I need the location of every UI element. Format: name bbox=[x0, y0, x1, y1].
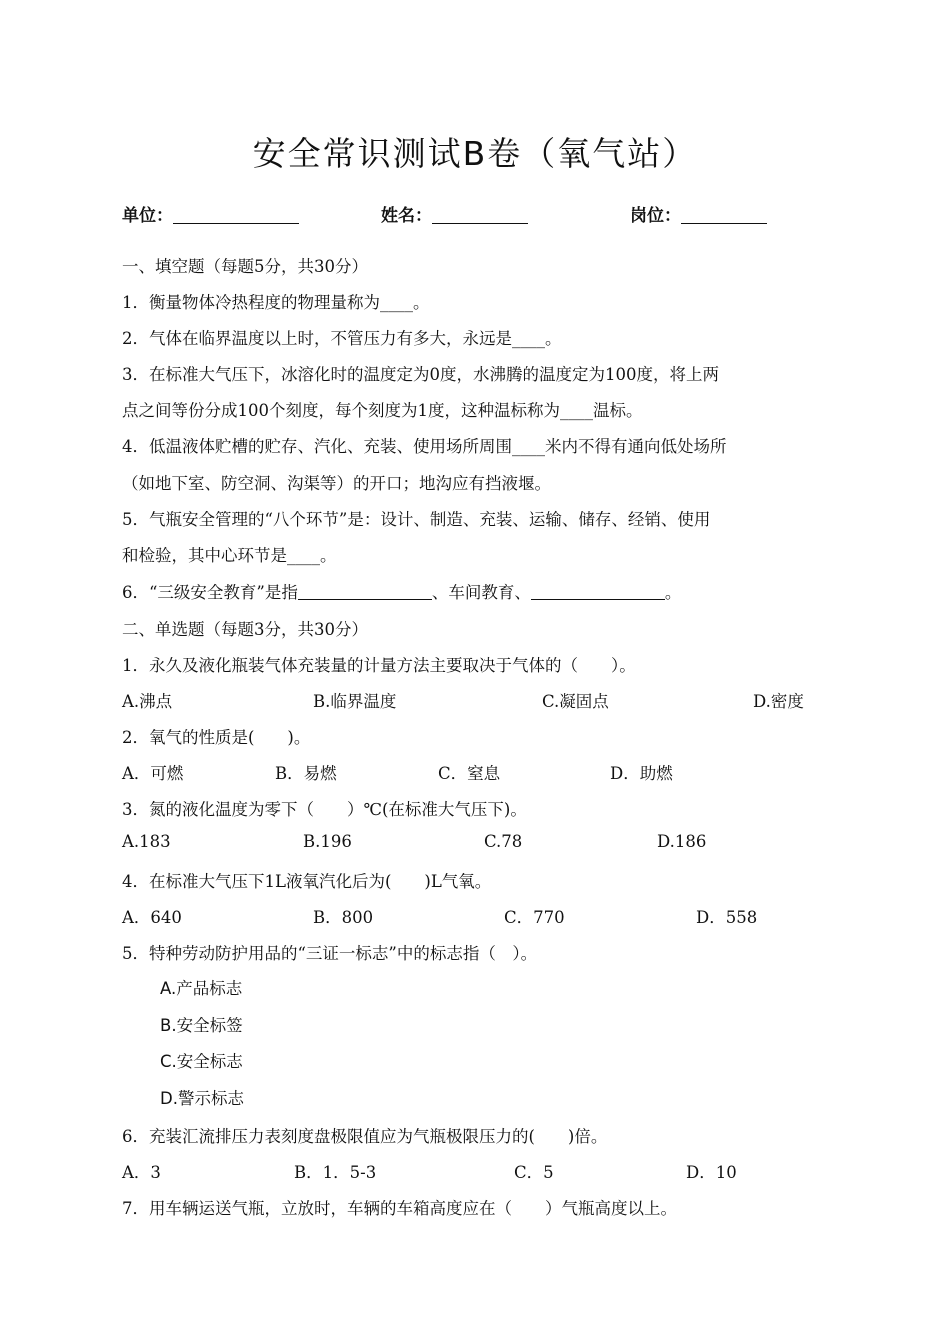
q5-option-c[interactable] bbox=[160, 1048, 243, 1072]
q5-option-c-text: 安全标志 bbox=[176, 1052, 243, 1071]
page-title: 安全常识测试B卷（氧气站） bbox=[252, 134, 698, 173]
choice-question-1: 1．永久及液化瓶装气体充装量的计量方法主要取决于气体的（ ）。 bbox=[122, 656, 636, 675]
unit-field bbox=[122, 201, 299, 226]
fill-question-5-line2: 和检验，其中心环节是____。 bbox=[122, 546, 337, 565]
fill-question-3-line2: 点之间等份分成100个刻度，每个刻度为1度，这种温标称为____温标。 bbox=[122, 401, 643, 420]
name-label: 姓名： bbox=[381, 206, 432, 226]
q5-option-a-text: 产品标志 bbox=[176, 979, 243, 998]
q5-option-d[interactable] bbox=[160, 1085, 244, 1109]
fill-question-6-text-c: 。 bbox=[664, 583, 682, 602]
section1-heading: 一、填空题（每题5分，共30分） bbox=[122, 257, 368, 276]
q6-option-d[interactable]: D．10 bbox=[686, 1163, 737, 1182]
q3-option-a[interactable]: A.183 bbox=[122, 832, 171, 851]
fill-question-2: 2．气体在临界温度以上时，不管压力有多大，永远是____。 bbox=[122, 329, 562, 348]
q1-option-c[interactable]: C.凝固点 bbox=[542, 692, 609, 711]
q4-option-b[interactable]: B．800 bbox=[313, 908, 374, 927]
choice-question-6: 6．充装汇流排压力表刻度盘极限值应为气瓶极限压力的( )倍。 bbox=[122, 1127, 608, 1146]
fill-question-3-line1: 3．在标准大气压下，冰溶化时的温度定为0度，水沸腾的温度定为100度，将上两 bbox=[122, 365, 719, 384]
q2-option-a[interactable]: A．可燃 bbox=[122, 764, 184, 783]
unit-label: 单位： bbox=[122, 206, 173, 226]
q5-option-d-key: D. bbox=[160, 1089, 178, 1108]
q6-option-a[interactable]: A．3 bbox=[122, 1163, 161, 1182]
choice-question-5: 5．特种劳动防护用品的“三证一标志”中的标志指（ ）。 bbox=[122, 944, 538, 963]
fill-question-5-line1: 5．气瓶安全管理的“八个环节”是：设计、制造、充装、运输、储存、经销、使用 bbox=[122, 510, 711, 529]
q4-option-a[interactable]: A．640 bbox=[122, 908, 182, 927]
choice-question-3: 3．氮的液化温度为零下（ ）℃(在标准大气压下)。 bbox=[122, 800, 527, 819]
post-label: 岗位： bbox=[630, 206, 681, 226]
choice-question-2: 2．氧气的性质是( )。 bbox=[122, 728, 311, 747]
fill-question-6-text-b: 、车间教育、 bbox=[431, 583, 531, 602]
fill-question-6-blank-2[interactable] bbox=[531, 583, 665, 600]
q3-option-b[interactable]: B.196 bbox=[303, 832, 352, 851]
q6-option-c[interactable]: C．5 bbox=[514, 1163, 554, 1182]
fill-question-4-line1: 4．低温液体贮槽的贮存、汽化、充装、使用场所周围____米内不得有通向低处场所 bbox=[122, 437, 727, 456]
q5-option-a[interactable] bbox=[160, 975, 242, 999]
q3-option-d[interactable]: D.186 bbox=[657, 832, 707, 851]
unit-blank[interactable] bbox=[173, 205, 299, 224]
fill-question-4-line2: （如地下室、防空洞、沟渠等）的开口；地沟应有挡液堰。 bbox=[122, 474, 551, 493]
q2-option-d[interactable]: D．助燃 bbox=[610, 764, 673, 783]
q4-option-d[interactable]: D．558 bbox=[696, 908, 758, 927]
q2-option-c[interactable]: C．窒息 bbox=[438, 764, 501, 783]
name-blank[interactable] bbox=[432, 205, 528, 224]
q6-option-b[interactable]: B．1．5-3 bbox=[294, 1163, 377, 1182]
q3-option-c[interactable]: C.78 bbox=[484, 832, 523, 851]
choice-question-7: 7．用车辆运送气瓶，立放时，车辆的车箱高度应在（ ）气瓶高度以上。 bbox=[122, 1199, 677, 1218]
choice-question-4: 4．在标准大气压下1L液氧汽化后为( )L气氧。 bbox=[122, 872, 492, 891]
q4-option-c[interactable]: C．770 bbox=[504, 908, 565, 927]
q5-option-d-text: 警示标志 bbox=[177, 1089, 244, 1108]
post-field bbox=[630, 201, 767, 226]
q1-option-b[interactable]: B.临界温度 bbox=[313, 692, 397, 711]
q2-option-b[interactable]: B．易燃 bbox=[275, 764, 337, 783]
fill-question-6 bbox=[122, 579, 681, 603]
post-blank[interactable] bbox=[681, 205, 767, 224]
q1-option-a[interactable]: A.沸点 bbox=[122, 692, 173, 711]
name-field bbox=[381, 201, 528, 226]
fill-question-1: 1．衡量物体冷热程度的物理量称为____。 bbox=[122, 293, 430, 312]
fill-question-6-text-a: 6．“三级安全教育”是指 bbox=[122, 583, 298, 602]
q5-option-b-text: 安全标签 bbox=[176, 1016, 243, 1035]
section2-heading: 二、单选题（每题3分，共30分） bbox=[122, 620, 368, 639]
q5-option-b[interactable] bbox=[160, 1012, 243, 1036]
q5-option-b-key: B. bbox=[160, 1016, 177, 1035]
q5-option-a-key: A. bbox=[160, 979, 177, 998]
fill-question-6-blank-1[interactable] bbox=[298, 583, 432, 600]
q1-option-d[interactable]: D.密度 bbox=[753, 692, 804, 711]
q5-option-c-key: C. bbox=[160, 1052, 177, 1071]
